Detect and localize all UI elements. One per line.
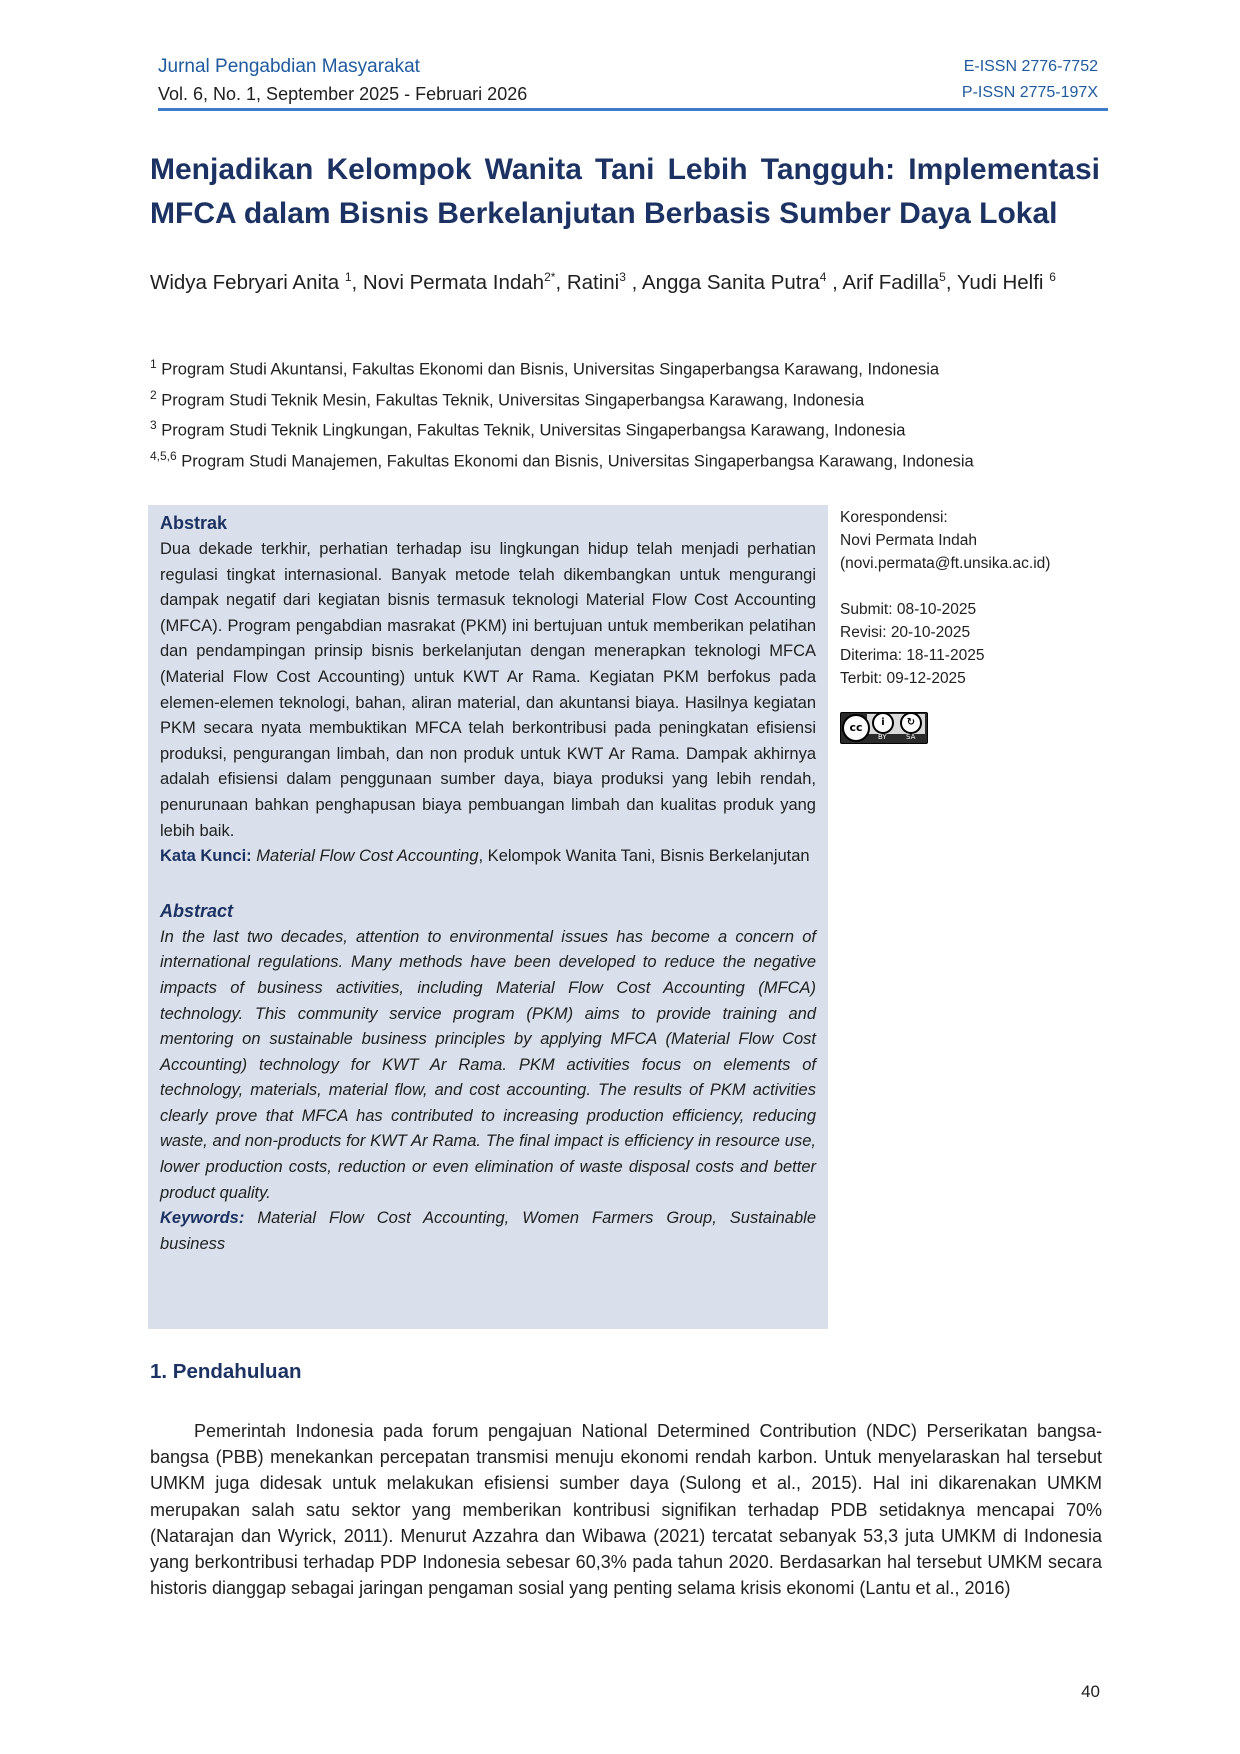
spacer xyxy=(160,870,816,897)
abstract-box xyxy=(148,505,828,1329)
affiliation-mark: 1 xyxy=(150,357,157,371)
volume-info: Vol. 6, No. 1, September 2025 - Februari 2026 xyxy=(158,84,528,104)
abstract-heading: Abstract xyxy=(160,900,234,921)
by-label: BY xyxy=(878,733,887,741)
sa-label: SA xyxy=(906,733,916,741)
correspondence-label: Korespondensi: xyxy=(840,509,948,526)
author-affil-mark: 3 xyxy=(619,270,626,284)
correspondence-email[interactable]: (novi.permata@ft.unsika.ac.id) xyxy=(840,555,1051,572)
affiliation-text: Program Studi Manajemen, Fakultas Ekonomi dan Bisnis, Universitas Singaperbangsa Karawang, Indonesia xyxy=(176,452,974,470)
keywords-label: Keywords: xyxy=(160,1209,245,1228)
author-name: , Novi Permata Indah xyxy=(351,270,545,294)
eissn: E-ISSN 2776-7752 xyxy=(963,58,1098,75)
kata-kunci xyxy=(160,844,816,870)
kata-kunci-rest: , Kelompok Wanita Tani, Bisnis Berkelanjutan xyxy=(478,847,810,866)
author-name: , Arif Fadilla xyxy=(826,270,940,294)
article-info xyxy=(840,506,1100,690)
abstract-text: In the last two decades, attention to environmental issues has become a concern of international regulations. Many methods have been developed to reduce the negative impacts of business activities, including Material Flow Cost Accounting (MFCA) technology. This community service program (PKM) aims to provide training and mentoring on sustainable business principles by applying MFCA (Material Flow Cost Accounting) technology for KWT Ar Rama. PKM activities focus on elements of technology, materials, material flow, and cost accounting. The results of PKM activities clearly prove that MFCA has contributed to increasing production efficiency, reducing waste, and non-products for KWT Ar Rama. The final impact is efficiency in resource use, lower production costs, reduction or even elimination of waste disposal costs and better product quality. xyxy=(160,927,816,1202)
author-affil-mark: 6 xyxy=(1049,270,1056,284)
author-affil-mark: 2* xyxy=(544,270,556,284)
abstract-content xyxy=(160,509,816,1257)
author-name: , Angga Sanita Putra xyxy=(625,270,820,294)
issn-block xyxy=(962,54,1098,106)
header-rule xyxy=(158,108,1108,111)
date-submit: Submit: 08-10-2025 xyxy=(840,601,977,618)
affiliation-item xyxy=(150,383,1100,414)
keywords xyxy=(160,1206,816,1257)
affiliation-list xyxy=(150,352,1100,474)
intro-paragraph: Pemerintah Indonesia pada forum pengajuan National Determined Contribution (NDC) Perserikatan bangsa-bangsa (PBB) menekankan percepatan transmisi menuju ekonomi rendah karbon. Untuk menyelaraskan hal tersebut UMKM juga didesak untuk melakukan efisiensi sumber daya (Sulong et al., 2015). Hal ini dikarenakan UMKM merupakan salah satu sektor yang memberikan kontribusi signifikan terhadap PDB setidaknya mencapai 70% (Natarajan dan Wyrick, 2011). Menurut Azzahra dan Wibawa (2021) tercatat sebanyak 53,3 juta UMKM di Indonesia yang berkontribusi terhadap PDP Indonesia sebesar 60,3% pada tahun 2020. Berdasarkan hal tersebut UMKM secara historis dianggap sebagai jaringan pengaman sosial yang penting selama krisis ekonomi (Lantu et al., 2016) xyxy=(150,1421,1102,1599)
by-person-icon: i xyxy=(872,712,894,734)
kata-kunci-italic: Material Flow Cost Accounting xyxy=(256,847,479,866)
date-terbit: Terbit: 09-12-2025 xyxy=(840,670,966,687)
keywords-text: Material Flow Cost Accounting, Women Farmers Group, Sustainable business xyxy=(160,1209,816,1253)
page-number: 40 xyxy=(1081,1682,1100,1701)
correspondence-name: Novi Permata Indah xyxy=(840,532,977,549)
affiliation-item xyxy=(150,413,1100,444)
author-affil-mark: 5 xyxy=(939,270,946,284)
cc-by-sa-icon[interactable] xyxy=(840,712,928,744)
author-name: , Yudi Helfi xyxy=(945,270,1050,294)
affiliation-text: Program Studi Teknik Mesin, Fakultas Teknik, Universitas Singaperbangsa Karawang, Indonesia xyxy=(156,391,865,409)
cc-icon: cc xyxy=(842,714,870,742)
affiliation-text: Program Studi Teknik Lingkungan, Fakultas Teknik, Universitas Singaperbangsa Karawang, Indonesia xyxy=(156,421,906,440)
author-name: Widya Febryari Anita xyxy=(150,270,345,294)
spacer xyxy=(840,575,1100,598)
sa-arrow-icon: ↻ xyxy=(900,712,922,734)
date-revisi: Revisi: 20-10-2025 xyxy=(840,624,971,641)
pissn: P-ISSN 2775-197X xyxy=(961,84,1098,101)
affiliation-mark: 3 xyxy=(150,418,157,432)
abstrak-heading: Abstrak xyxy=(160,513,228,533)
affiliation-mark: 2 xyxy=(150,387,157,402)
affiliation-text: Program Studi Akuntansi, Fakultas Ekonomi dan Bisnis, Universitas Singaperbangsa Karawang, Indonesia xyxy=(156,360,940,379)
author-name: , Ratini xyxy=(555,270,620,294)
author-affil-mark: 4 xyxy=(819,270,827,284)
paper-title: Menjadikan Kelompok Wanita Tani Lebih Tangguh: Implementasi MFCA dalam Bisnis Berkelanjutan Berbasis Sumber Daya Lokal xyxy=(150,153,1100,230)
affiliation-mark: 4,5,6 xyxy=(150,448,177,463)
date-diterima: Diterima: 18-11-2025 xyxy=(840,647,985,664)
kata-kunci-label: Kata Kunci: xyxy=(160,847,252,866)
section-heading: 1. Pendahuluan xyxy=(150,1360,302,1383)
author-list xyxy=(150,262,1100,298)
abstrak-text: Dua dekade terkhir, perhatian terhadap isu lingkungan hidup telah menjadi perhatian regulasi tingkat internasional. Banyak metode telah dikembangkan untuk mengurangi dampak negatif dari kegiatan bisnis termasuk teknologi Material Flow Cost Accounting (MFCA). Program pengabdian masrakat (PKM) ini bertujuan untuk memberikan pelatihan dan pendampingan prinsip bisnis berkelanjutan dengan menerapkan teknologi MFCA (Material Flow Cost Accounting) untuk KWT Ar Rama. Kegiatan PKM berfokus pada elemen-elemen teknologi, bahan, aliran material, dan akuntansi biaya. Hasilnya kegiatan PKM secara nyata membuktikan MFCA telah berkontribusi pada peningkatan efisiensi produksi, pengurangan limbah, dan non produk untuk KWT Ar Rama. Dampak akhirnya adalah efisiensi dalam penggunaan sumber daya, biaya produksi yang lebih rendah, penurunaan bahkan penghapusan biaya pembuangan limbah dan kualitas produk yang lebih baik. xyxy=(160,540,816,840)
affiliation-item xyxy=(150,352,1100,383)
author-affil-mark: 1 xyxy=(344,270,352,284)
journal-name: Jurnal Pengabdian Masyarakat xyxy=(158,56,420,77)
affiliation-item xyxy=(150,444,1100,475)
